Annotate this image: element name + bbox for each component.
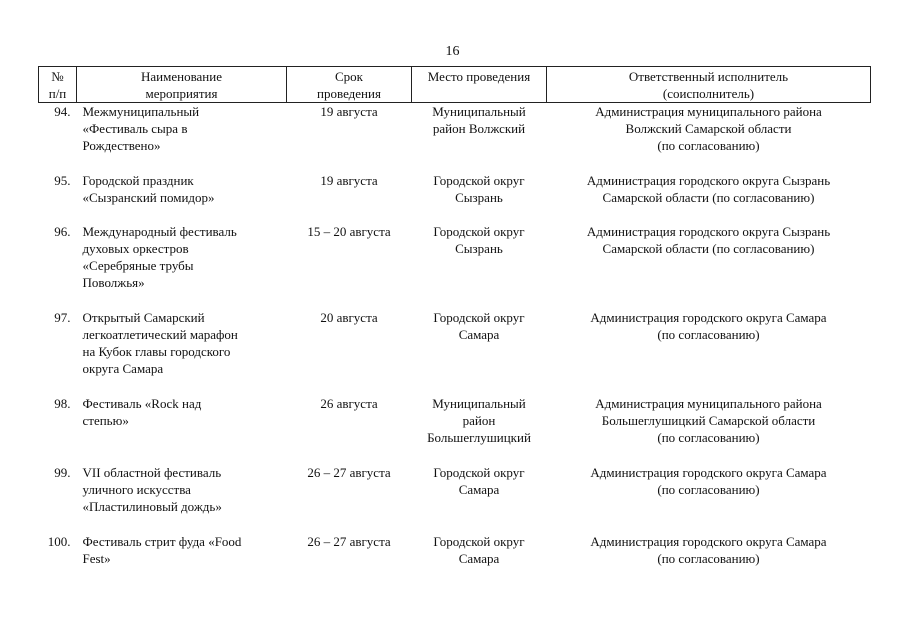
table-row <box>39 172 871 223</box>
header-num-line: № <box>51 69 64 84</box>
header-num <box>39 67 77 103</box>
event-place-line: Муниципальный <box>432 395 526 411</box>
row-number: 94. <box>54 104 71 119</box>
row-number-cell <box>39 103 77 172</box>
event-responsible-line: (по согласованию) <box>657 326 760 342</box>
row-number: 100. <box>47 533 71 549</box>
event-place-line: район <box>462 412 496 428</box>
row-number: 96. <box>54 223 71 239</box>
row-number-cell <box>39 223 77 309</box>
event-date-line: 19 августа <box>320 172 378 188</box>
header-date <box>287 67 412 103</box>
event-responsible-line: Администрация муниципального района <box>595 104 822 119</box>
event-date-cell <box>287 103 412 172</box>
event-place-line: Городской округ <box>433 309 525 325</box>
page-number: 16 <box>445 44 460 59</box>
event-name-line: Межмуниципальный <box>82 104 200 119</box>
event-responsible-cell <box>547 395 871 464</box>
table-body <box>39 103 871 583</box>
event-responsible-line: Администрация городского округа Самара <box>590 464 827 480</box>
event-responsible-line: Администрация городского округа Самара <box>590 309 827 325</box>
event-name-line: Поволжья» <box>82 274 145 290</box>
event-date-line: 26 – 27 августа <box>307 533 391 549</box>
row-number: 99. <box>54 464 71 480</box>
event-responsible-cell <box>547 103 871 172</box>
event-responsible-line: Волжский Самарской области <box>625 121 792 136</box>
table-row <box>39 533 871 583</box>
event-name-line: уличного искусства <box>82 481 191 497</box>
event-name-cell <box>77 395 287 464</box>
event-place-line: Сызрань <box>455 189 503 205</box>
event-responsible-cell <box>547 464 871 533</box>
event-date-cell <box>287 464 412 533</box>
event-place-line: Большеглушицкий <box>427 429 531 445</box>
event-responsible-line: Администрация городского округа Сызрань <box>586 223 831 239</box>
event-place-cell <box>412 533 547 583</box>
header-date-line: Срок <box>335 69 363 84</box>
table-row <box>39 464 871 533</box>
row-number: 97. <box>54 309 71 325</box>
table-row <box>39 395 871 464</box>
event-name-line: Международный фестиваль <box>82 223 237 239</box>
event-name-line: «Серебряные трубы <box>82 257 194 273</box>
event-responsible-line: Администрация городского округа Самара <box>590 533 827 549</box>
event-place-line: Городской округ <box>433 533 525 549</box>
header-resp <box>547 67 871 103</box>
event-date-cell <box>287 533 412 583</box>
header-resp-line: Ответственный исполнитель <box>628 69 789 84</box>
event-name-cell <box>77 223 287 309</box>
event-name-line: «Сызранский помидор» <box>82 189 215 205</box>
event-responsible-cell <box>547 172 871 223</box>
table-row <box>39 223 871 309</box>
event-responsible-line: (по согласованию) <box>657 429 760 445</box>
event-date-line: 19 августа <box>320 104 378 119</box>
event-date-line: 15 – 20 августа <box>307 223 391 239</box>
table-row <box>39 103 871 172</box>
event-name-cell <box>77 464 287 533</box>
event-place-cell <box>412 309 547 395</box>
row-number-cell <box>39 533 77 583</box>
event-responsible-line: (по согласованию) <box>657 481 760 497</box>
event-name-line: Рождествено» <box>82 138 161 153</box>
event-date-cell <box>287 309 412 395</box>
table-row <box>39 309 871 395</box>
event-place-line: Городской округ <box>433 172 525 188</box>
event-place-line: Муниципальный <box>432 104 526 119</box>
event-date-line: 26 августа <box>320 395 378 411</box>
event-responsible-cell <box>547 533 871 583</box>
header-num-line: п/п <box>48 86 67 101</box>
header-resp-line: (соисполнитель) <box>662 86 755 101</box>
header-name-line: мероприятия <box>145 86 218 101</box>
event-name-line: духовых оркестров <box>82 240 189 256</box>
event-date-cell <box>287 223 412 309</box>
event-name-line: VII областной фестиваль <box>82 464 222 480</box>
event-responsible-line: Самарской области (по согласованию) <box>602 240 815 256</box>
row-number-cell <box>39 464 77 533</box>
row-number: 95. <box>54 172 71 188</box>
row-number-cell <box>39 309 77 395</box>
event-place-cell <box>412 395 547 464</box>
header-date-line: проведения <box>317 86 381 101</box>
event-place-cell <box>412 464 547 533</box>
event-place-cell <box>412 103 547 172</box>
table-header-row <box>39 67 871 103</box>
row-number-cell <box>39 395 77 464</box>
event-name-line: легкоатлетический марафон <box>82 326 238 342</box>
event-name-line: «Пластилиновый дождь» <box>82 498 222 514</box>
event-responsible-line: (по согласованию) <box>657 550 760 566</box>
event-responsible-cell <box>547 309 871 395</box>
event-name-line: Фестиваль стрит фуда «Food <box>82 533 242 549</box>
event-name-line: «Фестиваль сыра в <box>82 121 188 136</box>
event-place-cell <box>412 172 547 223</box>
event-date-line: 26 – 27 августа <box>307 464 391 480</box>
event-place-line: Самара <box>458 481 500 497</box>
event-date-line: 20 августа <box>320 309 378 325</box>
event-date-cell <box>287 395 412 464</box>
event-place-line: район Волжский <box>432 121 526 136</box>
event-name-line: Fest» <box>82 550 111 566</box>
event-name-cell <box>77 533 287 583</box>
header-name <box>77 67 287 103</box>
event-place-line: Городской округ <box>433 223 525 239</box>
event-responsible-line: (по согласованию) <box>657 138 760 153</box>
event-name-cell <box>77 172 287 223</box>
header-place <box>412 67 547 103</box>
event-name-line: степью» <box>82 412 129 428</box>
row-number: 98. <box>54 395 71 411</box>
header-place-line: Место проведения <box>427 69 531 84</box>
event-responsible-line: Администрация муниципального района <box>595 395 822 411</box>
event-place-line: Самара <box>458 326 500 342</box>
event-place-cell <box>412 223 547 309</box>
header-name-line: Наименование <box>141 69 222 84</box>
event-name-line: Фестиваль «Rock над <box>82 395 202 411</box>
event-name-line: округа Самара <box>82 360 164 376</box>
event-name-line: Городской праздник <box>82 172 194 188</box>
events-table <box>38 66 871 583</box>
event-place-line: Самара <box>458 550 500 566</box>
event-responsible-line: Администрация городского округа Сызрань <box>586 172 831 188</box>
event-place-line: Сызрань <box>455 240 503 256</box>
event-name-cell <box>77 103 287 172</box>
event-name-cell <box>77 309 287 395</box>
event-name-line: Открытый Самарский <box>82 309 205 325</box>
event-name-line: на Кубок главы городского <box>82 343 231 359</box>
event-responsible-line: Большеглушицкий Самарской области <box>601 412 816 428</box>
event-place-line: Городской округ <box>433 464 525 480</box>
event-responsible-line: Самарской области (по согласованию) <box>602 189 815 205</box>
event-date-cell <box>287 172 412 223</box>
row-number-cell <box>39 172 77 223</box>
event-responsible-cell <box>547 223 871 309</box>
